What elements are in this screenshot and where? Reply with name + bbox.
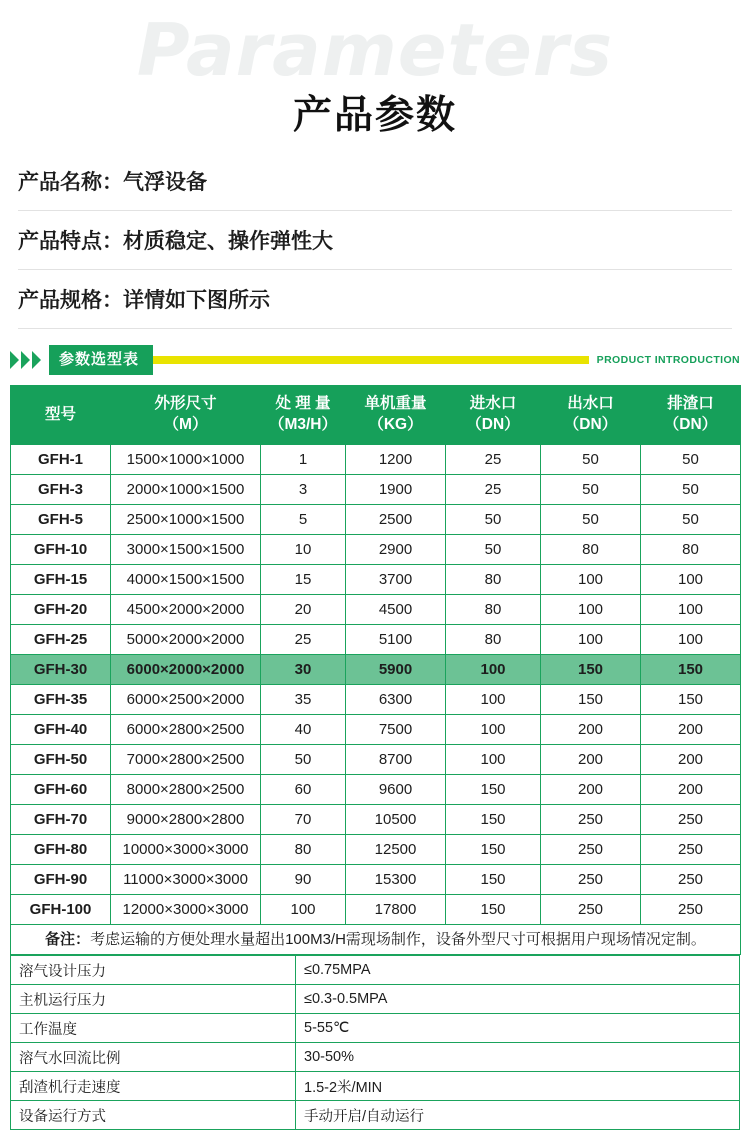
- table-cell: 40: [261, 715, 346, 745]
- spec-key: 主机运行压力: [11, 985, 296, 1014]
- col-header-capacity: [261, 386, 346, 445]
- table-cell: 15: [261, 565, 346, 595]
- section-band: [10, 345, 740, 375]
- table-cell: 80: [446, 565, 541, 595]
- table-cell: 80: [641, 535, 741, 565]
- col-header-dimension-l1: 外形尺寸: [154, 395, 217, 413]
- table-row: [11, 685, 741, 715]
- cell-model: GFH-100: [11, 895, 111, 925]
- table-cell: 12500: [346, 835, 446, 865]
- table-row: [11, 775, 741, 805]
- spec-key: 刮渣机行走速度: [11, 1072, 296, 1101]
- table-cell: 7500: [346, 715, 446, 745]
- col-header-inlet-l1: 进水口: [469, 395, 517, 413]
- cell-model: GFH-50: [11, 745, 111, 775]
- spec-value: 5-55℃: [296, 1014, 740, 1043]
- parameters-table: [10, 385, 741, 955]
- table-cell: 3: [261, 475, 346, 505]
- table-cell: 200: [541, 715, 641, 745]
- cell-model: GFH-70: [11, 805, 111, 835]
- table-cell: 100: [446, 685, 541, 715]
- table-cell: 25: [446, 475, 541, 505]
- watermark-text: Parameters: [136, 8, 614, 92]
- table-row: [11, 535, 741, 565]
- table-cell: 8700: [346, 745, 446, 775]
- table-cell: 80: [261, 835, 346, 865]
- table-cell: 25: [261, 625, 346, 655]
- table-cell: 100: [541, 625, 641, 655]
- table-cell: 17800: [346, 895, 446, 925]
- table-row: [11, 865, 741, 895]
- table-cell: 100: [541, 595, 641, 625]
- cell-model: GFH-35: [11, 685, 111, 715]
- table-cell: 1: [261, 445, 346, 475]
- spec-value: ≤0.75MPA: [296, 956, 740, 985]
- table-cell: 9600: [346, 775, 446, 805]
- table-row: [11, 745, 741, 775]
- table-cell: 6300: [346, 685, 446, 715]
- table-note-label: 备注：: [45, 930, 91, 948]
- table-cell: 2500: [346, 505, 446, 535]
- spec-row: [11, 1014, 740, 1043]
- table-cell: 250: [541, 865, 641, 895]
- table-cell: 100: [446, 715, 541, 745]
- table-row: [11, 475, 741, 505]
- specs-table: [10, 955, 740, 1130]
- col-header-capacity-l1: 处 理 量: [275, 395, 331, 413]
- table-cell: 7000×2800×2500: [111, 745, 261, 775]
- table-cell: 200: [641, 775, 741, 805]
- table-cell: 4500: [346, 595, 446, 625]
- table-cell: 150: [446, 895, 541, 925]
- col-header-outlet: [541, 386, 641, 445]
- table-cell: 50: [541, 505, 641, 535]
- table-cell: 2500×1000×1500: [111, 505, 261, 535]
- cell-model: GFH-80: [11, 835, 111, 865]
- col-header-inlet: [446, 386, 541, 445]
- table-cell: 8000×2800×2500: [111, 775, 261, 805]
- spec-row: [11, 956, 740, 985]
- chevron-right-icon: [10, 351, 43, 369]
- table-row: [11, 445, 741, 475]
- col-header-dimension: [111, 386, 261, 445]
- table-cell: 1200: [346, 445, 446, 475]
- table-cell: 250: [641, 835, 741, 865]
- table-cell: 80: [446, 595, 541, 625]
- table-row: [11, 835, 741, 865]
- table-cell: 5100: [346, 625, 446, 655]
- table-cell: 100: [446, 655, 541, 685]
- table-cell: 4000×1500×1500: [111, 565, 261, 595]
- table-cell: 100: [541, 565, 641, 595]
- table-cell: 50: [641, 505, 741, 535]
- table-cell: 100: [446, 745, 541, 775]
- col-header-slag-l2: （DN）: [663, 416, 718, 433]
- table-cell: 250: [641, 865, 741, 895]
- table-cell: 50: [641, 475, 741, 505]
- col-header-dimension-l2: （M）: [163, 416, 208, 433]
- col-header-outlet-l2: （DN）: [563, 416, 618, 433]
- table-cell: 30: [261, 655, 346, 685]
- cell-model: GFH-3: [11, 475, 111, 505]
- spec-key: 溶气设计压力: [11, 956, 296, 985]
- product-info-list: [18, 152, 732, 329]
- spec-row: [11, 1101, 740, 1130]
- table-row: [11, 715, 741, 745]
- table-cell: 11000×3000×3000: [111, 865, 261, 895]
- table-cell: 250: [641, 805, 741, 835]
- table-cell: 50: [261, 745, 346, 775]
- table-cell: 150: [641, 685, 741, 715]
- table-cell: 3000×1500×1500: [111, 535, 261, 565]
- table-cell: 200: [541, 775, 641, 805]
- col-header-weight: [346, 386, 446, 445]
- table-cell: 25: [446, 445, 541, 475]
- table-cell: 4500×2000×2000: [111, 595, 261, 625]
- table-row: [11, 565, 741, 595]
- section-subtitle-en: PRODUCT INTRODUCTION: [596, 354, 740, 366]
- table-cell: 150: [541, 685, 641, 715]
- col-header-inlet-l2: （DN）: [466, 416, 520, 433]
- table-cell: 2000×1000×1500: [111, 475, 261, 505]
- table-note-cell: [11, 925, 741, 955]
- table-cell: 250: [541, 835, 641, 865]
- col-header-outlet-l1: 出水口: [567, 395, 614, 413]
- col-header-model-l1: 型号: [44, 405, 76, 423]
- table-cell: 150: [446, 865, 541, 895]
- table-cell: 50: [541, 475, 641, 505]
- spec-key: 设备运行方式: [11, 1101, 296, 1130]
- spec-row: [11, 985, 740, 1014]
- cell-model: GFH-60: [11, 775, 111, 805]
- table-cell: 50: [446, 535, 541, 565]
- info-row-spec: 产品规格：详情如下图所示: [18, 270, 732, 329]
- table-cell: 60: [261, 775, 346, 805]
- table-cell: 15300: [346, 865, 446, 895]
- table-cell: 150: [446, 835, 541, 865]
- table-header-row: [11, 386, 741, 445]
- spec-key: 工作温度: [11, 1014, 296, 1043]
- table-cell: 250: [541, 805, 641, 835]
- spec-value: 1.5-2米/MIN: [296, 1072, 740, 1101]
- table-row: [11, 595, 741, 625]
- table-cell: 80: [541, 535, 641, 565]
- table-cell: 200: [541, 745, 641, 775]
- table-cell: 150: [446, 775, 541, 805]
- cell-model: GFH-10: [11, 535, 111, 565]
- table-cell: 50: [541, 445, 641, 475]
- table-row: [11, 805, 741, 835]
- table-cell: 100: [641, 565, 741, 595]
- col-header-slag-l1: 排渣口: [667, 395, 714, 413]
- cell-model: GFH-5: [11, 505, 111, 535]
- table-cell: 5: [261, 505, 346, 535]
- table-note-row: [11, 925, 741, 955]
- table-cell: 200: [641, 745, 741, 775]
- col-header-capacity-l2: （M3/H）: [268, 416, 338, 433]
- cell-model: GFH-90: [11, 865, 111, 895]
- table-cell: 200: [641, 715, 741, 745]
- cell-model: GFH-15: [11, 565, 111, 595]
- table-row: [11, 895, 741, 925]
- cell-model: GFH-30: [11, 655, 111, 685]
- table-cell: 70: [261, 805, 346, 835]
- info-row-feature: 产品特点：材质稳定、操作弹性大: [18, 211, 732, 270]
- band-yellow-bar: [153, 356, 589, 364]
- col-header-model: [11, 386, 111, 445]
- cell-model: GFH-40: [11, 715, 111, 745]
- spec-key: 溶气水回流比例: [11, 1043, 296, 1072]
- table-cell: 50: [641, 445, 741, 475]
- table-cell: 10000×3000×3000: [111, 835, 261, 865]
- table-cell: 5000×2000×2000: [111, 625, 261, 655]
- table-cell: 150: [446, 805, 541, 835]
- spec-row: [11, 1072, 740, 1101]
- table-cell: 1500×1000×1000: [111, 445, 261, 475]
- table-cell: 100: [641, 625, 741, 655]
- table-cell: 2900: [346, 535, 446, 565]
- table-cell: 50: [446, 505, 541, 535]
- table-cell: 20: [261, 595, 346, 625]
- table-cell: 100: [641, 595, 741, 625]
- table-cell: 5900: [346, 655, 446, 685]
- table-cell: 9000×2800×2800: [111, 805, 261, 835]
- table-cell: 1900: [346, 475, 446, 505]
- table-note-text: 考虑运输的方便处理水量超出100M3/H需现场制作，设备外型尺寸可根据用户现场情况定制。: [90, 930, 706, 948]
- section-title: 参数选型表: [49, 345, 153, 375]
- table-cell: 80: [446, 625, 541, 655]
- table-cell: 10500: [346, 805, 446, 835]
- table-cell: 6000×2800×2500: [111, 715, 261, 745]
- spec-value: 30-50%: [296, 1043, 740, 1072]
- table-body: [11, 445, 741, 925]
- cell-model: GFH-25: [11, 625, 111, 655]
- info-row-name: 产品名称：气浮设备: [18, 152, 732, 211]
- table-row: [11, 505, 741, 535]
- table-cell: 150: [641, 655, 741, 685]
- page-header: [0, 0, 750, 152]
- spec-row: [11, 1043, 740, 1072]
- col-header-slag: [641, 386, 741, 445]
- table-row: [11, 625, 741, 655]
- table-cell: 3700: [346, 565, 446, 595]
- table-cell: 12000×3000×3000: [111, 895, 261, 925]
- table-cell: 35: [261, 685, 346, 715]
- table-cell: 250: [641, 895, 741, 925]
- table-cell: 250: [541, 895, 641, 925]
- spec-value: ≤0.3-0.5MPA: [296, 985, 740, 1014]
- table-cell: 6000×2000×2000: [111, 655, 261, 685]
- cell-model: GFH-20: [11, 595, 111, 625]
- col-header-weight-l2: （KG）: [368, 416, 423, 433]
- table-cell: 100: [261, 895, 346, 925]
- table-row: [11, 655, 741, 685]
- page-title: 产品参数: [292, 94, 457, 137]
- cell-model: GFH-1: [11, 445, 111, 475]
- table-cell: 10: [261, 535, 346, 565]
- table-cell: 150: [541, 655, 641, 685]
- table-cell: 90: [261, 865, 346, 895]
- table-cell: 6000×2500×2000: [111, 685, 261, 715]
- col-header-weight-l1: 单机重量: [364, 395, 427, 413]
- spec-value: 手动开启/自动运行: [296, 1101, 740, 1130]
